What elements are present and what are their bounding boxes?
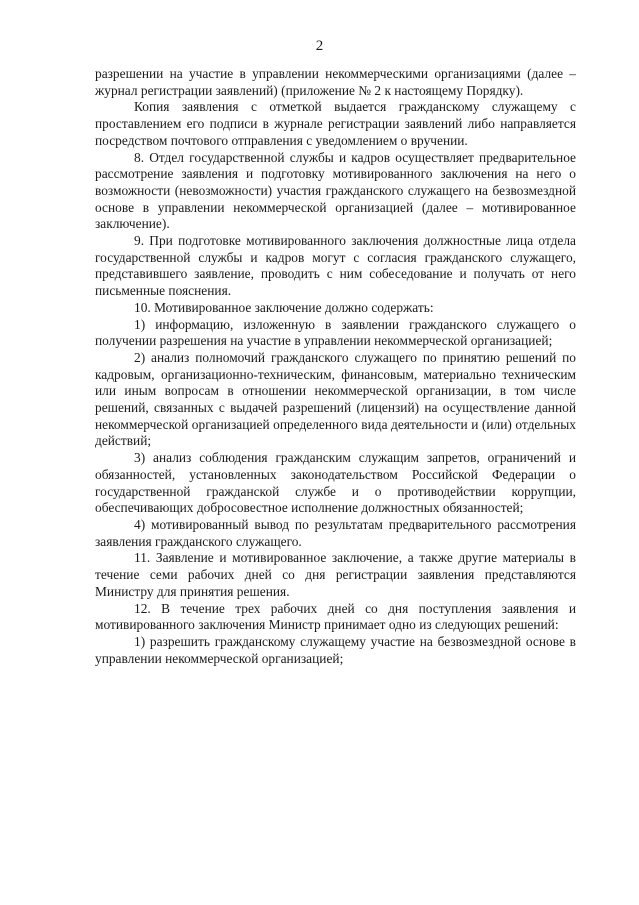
paragraph-item-10: 10. Мотивированное заключение должно содержать: <box>134 299 434 315</box>
paragraph-item-10-sub-1: 1) информацию, изложенную в заявлении гражданского служащего о получении разрешения на участие в управлении некоммерческой организацией; <box>95 316 576 349</box>
paragraph-continuation: разрешении на участие в управлении некоммерческими организациями (далее – журнал регистрации заявлений) (приложение № 2 к настоящему Порядку). <box>95 66 576 98</box>
paragraph-item-9: 9. При подготовке мотивированного заключения должностные лица отдела государственной службы и кадров могут с согласия гражданского служащего, представившего заявление, проводить с ним собеседование и получать от него письменные пояснения. <box>95 233 576 299</box>
paragraph-item-10-sub-2: 2) анализ полномочий гражданского служащего по принятию решений по кадровым, организационно-техническим, финансовым, материально техническим или иным вопросам в отношении некоммерческой организации, в том числе решений, связанных с выдачей разрешений (лицензий) на осуществление данной некоммерческой организацией определенного вида деятельности и (или) отдельных действий; <box>95 349 576 449</box>
paragraph-item-12: 12. В течение трех рабочих дней со дня поступления заявления и мотивированного заключения Министр принимает одно из следующих решений: <box>95 600 576 633</box>
paragraph-item-10-sub-4: 4) мотивированный вывод по результатам предварительного рассмотрения заявления гражданского служащего. <box>95 516 576 549</box>
paragraph-item-12-sub-1: 1) разрешить гражданскому служащему участие на безвозмездной основе в управлении некоммерческой организацией; <box>95 633 576 666</box>
paragraph-item-10-sub-3: 3) анализ соблюдения гражданским служащим запретов, ограничений и обязанностей, установленных законодательством Российской Федерации о государственной гражданской службе и о противодействии коррупции, обеспечивающих добросовестное исполнение должностных обязанностей; <box>95 450 576 516</box>
paragraph-item-11: 11. Заявление и мотивированное заключение, а также другие материалы в течение семи рабочих дней со дня регистрации заявления представляются Министру для принятия решения. <box>95 550 576 599</box>
paragraph-copy-of-application: Копия заявления с отметкой выдается гражданскому служащему с проставлением его подписи в журнале регистрации заявлений либо направляется посредством почтового отправления с уведомлением о вручении. <box>95 99 576 148</box>
page-number: 2 <box>315 38 324 54</box>
paragraph-item-8: 8. Отдел государственной службы и кадров осуществляет предварительное рассмотрение заявления и подготовку мотивированного заключения на него о возможности (невозможности) участия гражданского служащего на безвозмездной основе в управлении некоммерческой организацией (далее – мотивированное заключение). <box>95 149 576 232</box>
document-body <box>95 66 576 667</box>
